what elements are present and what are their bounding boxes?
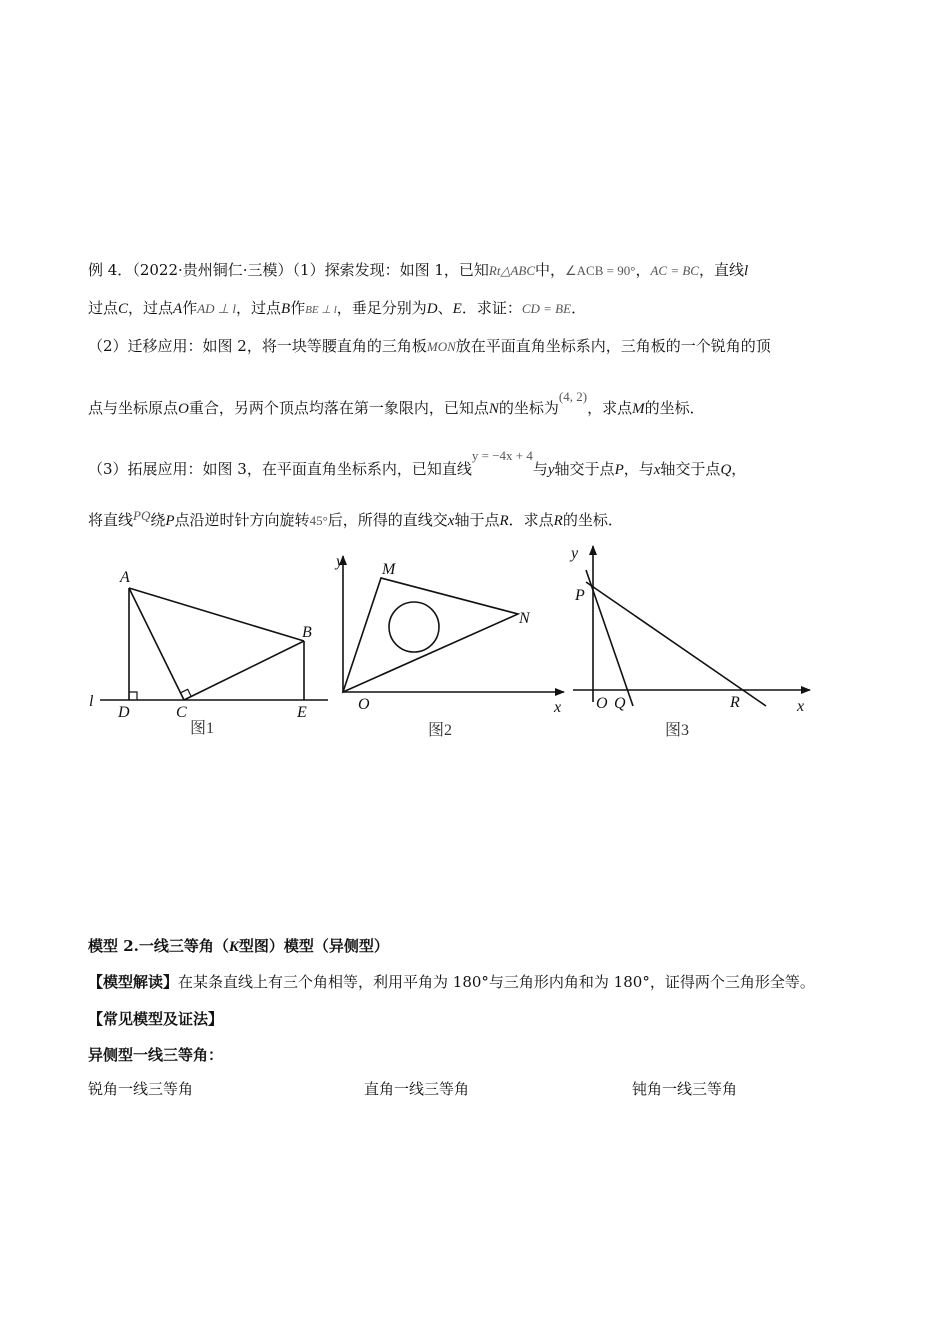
text: 轴交于点 [554, 460, 615, 478]
text: （2）迁移应用：如图 2，将一块等腰直角的三角板 [88, 337, 427, 355]
text: 放在平面直角坐标系内，三角板的一个锐角的顶 [455, 337, 771, 355]
label-n: N [519, 610, 530, 627]
text: ，求点 [587, 399, 633, 417]
text: 、 [437, 299, 453, 317]
text: ，垂足分别为 [336, 299, 427, 317]
var-p: P [165, 513, 175, 529]
label-c: C [176, 704, 187, 721]
math-mon: MON [426, 339, 456, 354]
segment-ac [129, 588, 184, 700]
figure-2 [343, 556, 564, 692]
text: 点与坐标原点 [88, 399, 179, 417]
var-n: N [488, 401, 499, 417]
subtype-label: 异侧型一线三等角： [88, 1046, 224, 1064]
label-x: x [554, 699, 562, 716]
text: 将直线 [88, 511, 134, 529]
var-r: R [499, 513, 509, 529]
triangle-hole [389, 602, 439, 652]
right-angle-d [129, 692, 137, 700]
col-acute: 锐角一线三等角 [88, 1080, 194, 1098]
text: 的坐标． [562, 511, 623, 529]
text: 型图）模型（异侧型） [238, 937, 389, 955]
text: 轴于点 [454, 511, 500, 529]
label-x: x [797, 698, 805, 715]
math-45-deg: 45° [309, 513, 328, 528]
math-ac-bc: AC = BC [650, 263, 699, 278]
var-d: D [426, 301, 438, 317]
text: ．求点 [508, 511, 554, 529]
problem-line-2 [88, 297, 586, 321]
text: ． [571, 299, 587, 317]
problem-line-4 [88, 389, 705, 420]
label-m: M [382, 561, 396, 578]
text: 点沿逆时针方向旋转 [174, 511, 310, 529]
var-p: P [614, 462, 624, 478]
math-angle-acb: ∠ACB = 90° [565, 263, 636, 278]
example-label: 例 4． [88, 261, 133, 279]
text: 过点 [88, 299, 119, 317]
problem-line-6 [88, 509, 623, 532]
text: ， [731, 460, 747, 478]
label-a: A [120, 569, 130, 586]
text: ，直线 [698, 261, 744, 279]
text: ，过点 [236, 299, 282, 317]
math-pq: PQ [133, 508, 151, 523]
label-e: E [297, 704, 307, 721]
text: 绕 [150, 511, 166, 529]
math-be-perp-l: BE ⊥ l [305, 304, 337, 316]
text: （1）探索发现：如图 1，已知 [292, 261, 489, 279]
text: ，过点 [128, 299, 174, 317]
label-y: y [336, 553, 344, 570]
label-p: P [575, 587, 585, 604]
math-rt-abc: Rt△ABC [488, 263, 535, 278]
var-y: y [547, 462, 555, 478]
math-cd-be: CD = BE [521, 301, 572, 316]
var-q: Q [720, 462, 732, 478]
caption-fig2: 图2 [428, 722, 453, 739]
var-a: A [173, 301, 183, 317]
label-r: R [730, 694, 740, 711]
text: 重合，另两个顶点均落在第一象限内，已知点 [188, 399, 489, 417]
example-source: （2022·贵州铜仁·三模） [132, 261, 293, 279]
math-ad-perp-l: AD ⊥ l [197, 301, 236, 316]
segment-cb [184, 641, 304, 700]
segment-ab [129, 588, 304, 641]
reading-label: 【模型解读】 [88, 973, 179, 991]
text: 后，所得的直线交 [327, 511, 448, 529]
col-obtuse: 钝角一线三等角 [632, 1080, 738, 1098]
label-o: O [358, 696, 370, 713]
var-x: x [653, 462, 661, 478]
text: 轴交于点 [660, 460, 721, 478]
figures [0, 540, 950, 750]
common-models-label: 【常见模型及证法】 [88, 1010, 224, 1028]
caption-fig3: 图3 [665, 722, 690, 739]
text: 的坐标． [644, 399, 705, 417]
var-k: K [228, 939, 239, 955]
label-d: D [118, 704, 130, 721]
triangle-mon [343, 578, 518, 692]
var-x: x [447, 513, 455, 529]
math-n-coordinate: (4, 2) [558, 389, 588, 404]
var-e: E [452, 301, 462, 317]
text: ， [635, 261, 651, 279]
model-reading [88, 971, 815, 993]
text: （3）拓展应用：如图 3，在平面直角坐标系内，已知直线 [88, 460, 472, 478]
label-b: B [302, 624, 312, 641]
text: 作 [290, 299, 306, 317]
problem-line-1 [88, 259, 748, 282]
text: 模型 2.一线三等角（ [88, 937, 229, 955]
var-l: l [743, 263, 749, 279]
var-r: R [553, 513, 563, 529]
col-right: 直角一线三等角 [364, 1080, 470, 1098]
math-line-eq: y = −4x + 4 [471, 448, 533, 463]
reading-text: 在某条直线上有三个角相等，利用平角为 180°与三角形内角和为 180°，证得两个三角形全等。 [178, 973, 815, 991]
line-pr [586, 582, 766, 706]
caption-fig1: 图1 [190, 720, 215, 737]
text: 与 [532, 460, 548, 478]
var-c: C [118, 301, 129, 317]
text: ，与 [623, 460, 654, 478]
label-o: O [596, 695, 608, 712]
label-q: Q [614, 695, 626, 712]
text: 的坐标为 [498, 399, 559, 417]
var-b: B [281, 301, 291, 317]
text: 作 [182, 299, 198, 317]
problem-line-3 [88, 335, 771, 358]
model-title [88, 935, 389, 958]
problem-line-5 [88, 448, 747, 481]
label-l: l [89, 693, 94, 710]
figure-3 [573, 546, 810, 706]
var-m: M [632, 401, 645, 417]
text: ．求证： [461, 299, 522, 317]
var-o: O [178, 401, 189, 417]
text: 中， [535, 261, 566, 279]
label-y: y [571, 545, 579, 562]
figure-1 [100, 588, 328, 700]
